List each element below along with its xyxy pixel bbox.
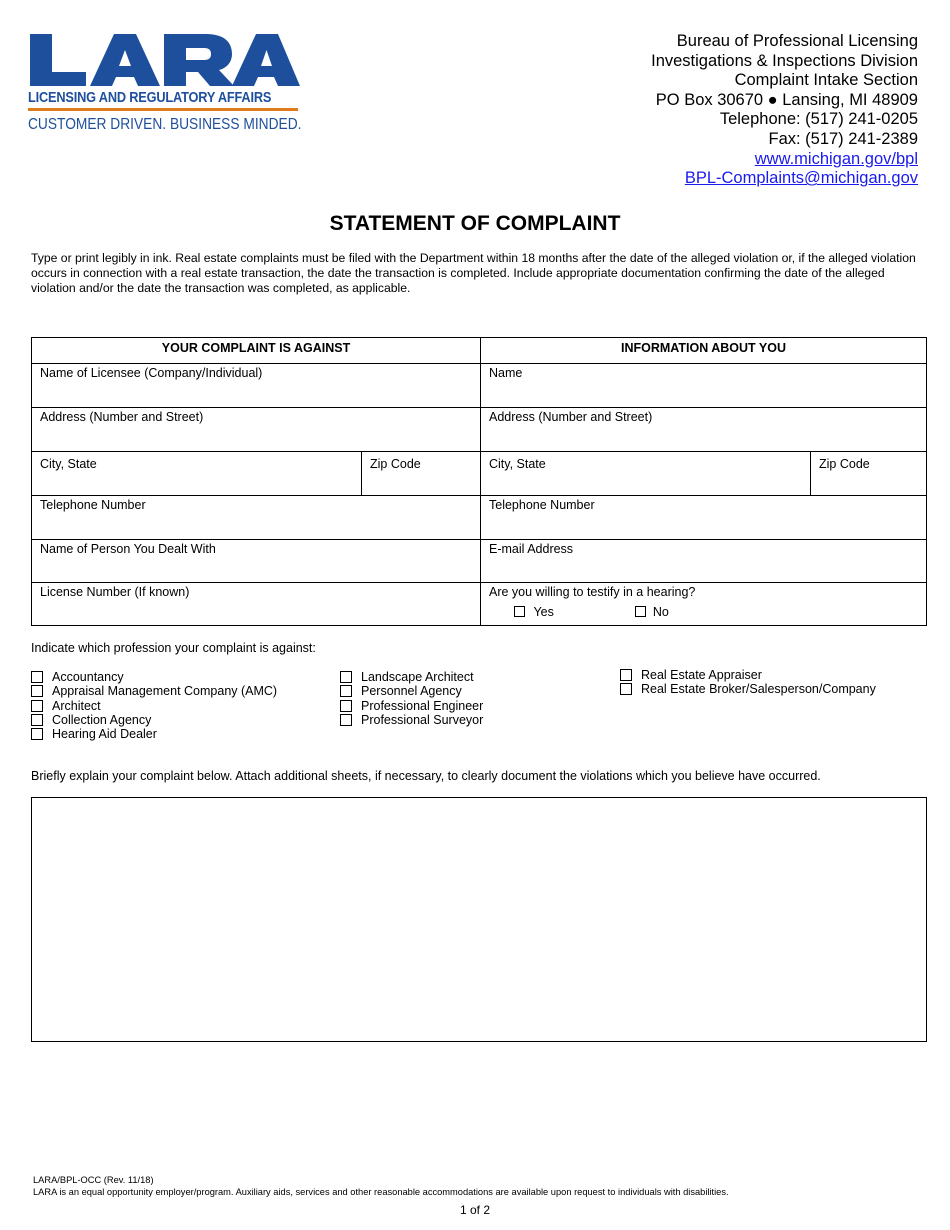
complaint-explanation-textarea[interactable] <box>31 797 927 1042</box>
logo-tagline: LICENSING AND REGULATORY AFFAIRS <box>28 90 272 106</box>
about-you-header: INFORMATION ABOUT YOU <box>620 341 787 355</box>
your-city-state-field[interactable]: City, State <box>489 457 546 471</box>
profession-label: Appraisal Management Company (AMC) <box>52 684 278 699</box>
division-name: Investigations & Inspections Division <box>651 51 918 70</box>
bureau-name: Bureau of Professional Licensing <box>676 32 918 50</box>
form-code: LARA/BPL-OCC (Rev. 11/18) <box>33 1175 154 1185</box>
email-link[interactable]: BPL-Complaints@michigan.gov <box>684 169 918 188</box>
profession-label: Collection Agency <box>52 712 152 727</box>
instructions-paragraph: Type or print legibly in ink. Real estate complaints must be filed with the Department within 18 months after the date of the alleged violation or, if the alleged violation occurs in connection with a real estate transaction, the date the transaction is completed. Include appropriate documentation confirming the date of the alleged violation and/or the date the transaction was completed, as applicable. <box>31 251 916 295</box>
accountancy-checkbox[interactable] <box>31 671 43 683</box>
your-address-field[interactable]: Address (Number and Street) <box>489 410 653 424</box>
section-name: Complaint Intake Section <box>734 71 918 90</box>
profession-option <box>620 682 876 696</box>
profession-option <box>31 670 277 684</box>
profession-label: Personnel Agency <box>361 684 462 699</box>
profession-column-1 <box>31 670 277 741</box>
real-estate-broker-checkbox[interactable] <box>620 683 632 695</box>
licensee-city-state-field[interactable]: City, State <box>40 457 97 471</box>
hearing-aid-dealer-checkbox[interactable] <box>31 728 43 740</box>
professional-engineer-checkbox[interactable] <box>340 700 352 712</box>
profession-label: Professional Engineer <box>361 698 484 713</box>
collection-agency-checkbox[interactable] <box>31 714 43 726</box>
person-dealt-with-field[interactable]: Name of Person You Dealt With <box>40 542 216 556</box>
lara-logo <box>28 32 300 136</box>
your-phone-field[interactable]: Telephone Number <box>489 498 595 512</box>
licensee-zip-field[interactable]: Zip Code <box>370 457 421 471</box>
telephone: Telephone: (517) 241-0205 <box>719 110 918 129</box>
profession-option <box>31 727 277 741</box>
your-email-field[interactable]: E-mail Address <box>489 542 574 556</box>
profession-label: Accountancy <box>52 670 124 684</box>
explain-prompt: Briefly explain your complaint below. Attach additional sheets, if necessary, to clearly document the violations which you believe have occurred. <box>31 769 821 783</box>
website-link[interactable]: www.michigan.gov/bpl <box>754 149 918 168</box>
your-zip-field[interactable]: Zip Code <box>819 457 870 471</box>
profession-prompt: Indicate which profession your complaint is against: <box>31 641 316 655</box>
profession-option <box>340 684 483 698</box>
fax: Fax: (517) 241-2389 <box>768 129 918 148</box>
profession-option <box>340 713 483 727</box>
personnel-agency-checkbox[interactable] <box>340 685 352 697</box>
profession-label: Hearing Aid Dealer <box>52 727 157 742</box>
licensee-name-field[interactable]: Name of Licensee (Company/Individual) <box>40 366 263 380</box>
complaint-info-table <box>31 337 927 626</box>
licensee-phone-field[interactable]: Telephone Number <box>40 498 146 512</box>
profession-label: Architect <box>52 698 101 713</box>
testify-question: Are you willing to testify in a hearing? <box>489 585 696 599</box>
real-estate-appraiser-checkbox[interactable] <box>620 669 632 681</box>
lara-wordmark-logo <box>28 32 300 88</box>
profession-option <box>340 670 483 684</box>
architect-checkbox[interactable] <box>31 700 43 712</box>
profession-option <box>31 684 277 698</box>
testify-no-checkbox[interactable] <box>635 606 646 617</box>
profession-option <box>620 668 876 682</box>
profession-column-2 <box>340 670 483 727</box>
profession-option <box>31 713 277 727</box>
agency-contact-block <box>651 32 918 189</box>
profession-label: Real Estate Broker/Salesperson/Company <box>641 682 876 697</box>
profession-label: Landscape Architect <box>361 670 474 684</box>
landscape-architect-checkbox[interactable] <box>340 671 352 683</box>
your-name-field[interactable]: Name <box>489 366 523 380</box>
professional-surveyor-checkbox[interactable] <box>340 714 352 726</box>
page-number: 1 of 2 <box>459 1203 491 1217</box>
amc-checkbox[interactable] <box>31 685 43 697</box>
testify-options <box>514 605 669 619</box>
profession-option <box>31 699 277 713</box>
license-number-field[interactable]: License Number (If known) <box>40 585 190 599</box>
profession-column-3 <box>620 668 876 697</box>
profession-label: Professional Surveyor <box>361 712 484 727</box>
testify-no-label: No <box>652 605 669 619</box>
logo-divider <box>28 108 298 111</box>
profession-option <box>340 699 483 713</box>
licensee-address-field[interactable]: Address (Number and Street) <box>40 410 204 424</box>
equal-opportunity-note: LARA is an equal opportunity employer/program. Auxiliary aids, services and other reasonable accommodations are available upon request to individuals with disabilities. <box>33 1187 729 1197</box>
mailing-address: PO Box 30670 ● Lansing, MI 48909 <box>655 90 918 109</box>
testify-yes-checkbox[interactable] <box>514 606 525 617</box>
testify-yes-label: Yes <box>533 605 554 619</box>
complaint-against-header: YOUR COMPLAINT IS AGAINST <box>161 341 351 355</box>
logo-slogan: CUSTOMER DRIVEN. BUSINESS MINDED. <box>28 116 302 133</box>
profession-label: Real Estate Appraiser <box>641 668 762 682</box>
page-title: STATEMENT OF COMPLAINT <box>329 212 621 235</box>
